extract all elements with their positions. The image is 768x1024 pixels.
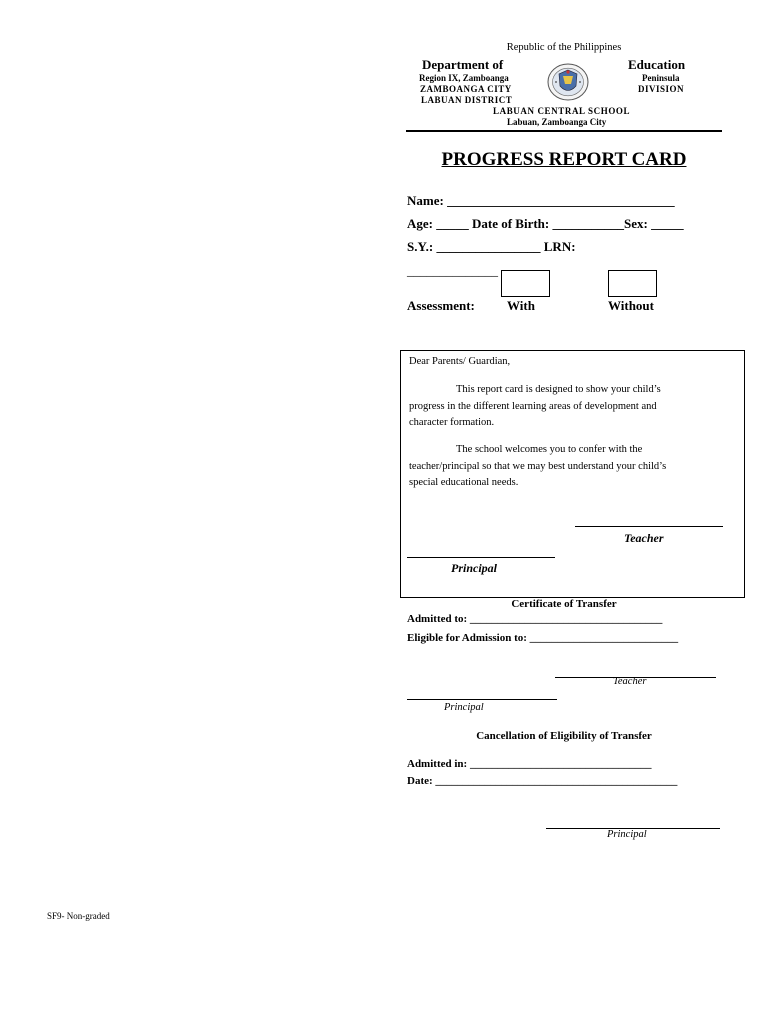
transfer-title: Certificate of Transfer [511,598,617,610]
letter-principal-label: Principal [451,561,498,575]
cancellation-principal-label: Principal [607,829,647,840]
form-code: SF9- Non-graded [47,911,110,921]
without-label: Without [608,298,654,313]
dept-left-text: Department of [422,57,504,72]
with-checkbox[interactable] [501,270,550,297]
letter-principal-signature-line [407,557,555,558]
page-title: PROGRESS REPORT CARD [441,149,687,170]
letter-p2-line2: teacher/principal so that we may best understand your child’s [409,461,667,472]
letter-p1-line3: character formation. [409,417,495,428]
with-label: With [507,298,535,313]
sy-lrn-field: S.Y.: ________________ LRN: [407,239,576,254]
letter-p1-line2: progress in the different learning areas of development and [409,401,657,412]
admitted-in-field: Admitted in: _________________________________ [407,758,652,770]
district-text: LABUAN DISTRICT [421,95,513,105]
letter-p2-line1: The school welcomes you to confer with the [456,444,643,455]
age-dob-sex-field: Age: _____ Date of Birth: ___________Sex: _____ [407,216,684,231]
school-text: LABUAN CENTRAL SCHOOL [493,106,631,116]
eligible-field: Eligible for Admission to: ___________________________ [407,632,679,644]
admitted-to-field: Admitted to: ___________________________________ [407,613,663,625]
blank-line: ______________ [407,263,498,278]
transfer-principal-label: Principal [444,702,484,713]
letter-greeting: Dear Parents/ Guardian, [409,356,511,367]
letter-teacher-label: Teacher [624,531,664,545]
assessment-label: Assessment: [407,298,475,313]
city-text: ZAMBOANGA CITY [420,84,512,94]
peninsula-text: Peninsula [642,73,680,83]
letter-teacher-signature-line [575,526,723,527]
letter-p1-line1: This report card is designed to show your child’s [456,384,661,395]
letter-p2-line3: special educational needs. [409,477,519,488]
republic-text: Republic of the Philippines [506,42,622,53]
header-rule [406,130,722,132]
dept-right-text: Education [628,57,686,72]
cancellation-title: Cancellation of Eligibility of Transfer [476,730,652,742]
address-text: Labuan, Zamboanga City [507,117,607,127]
name-field: Name: ___________________________________ [407,193,675,208]
date-field: Date: ____________________________________________ [407,775,678,787]
deped-seal-icon [546,62,590,102]
region-text: Region IX, Zamboanga [419,73,509,83]
division-text: DIVISION [638,84,685,94]
transfer-teacher-label: Teacher [613,676,647,687]
without-checkbox[interactable] [608,270,657,297]
transfer-principal-signature-line [407,699,557,700]
